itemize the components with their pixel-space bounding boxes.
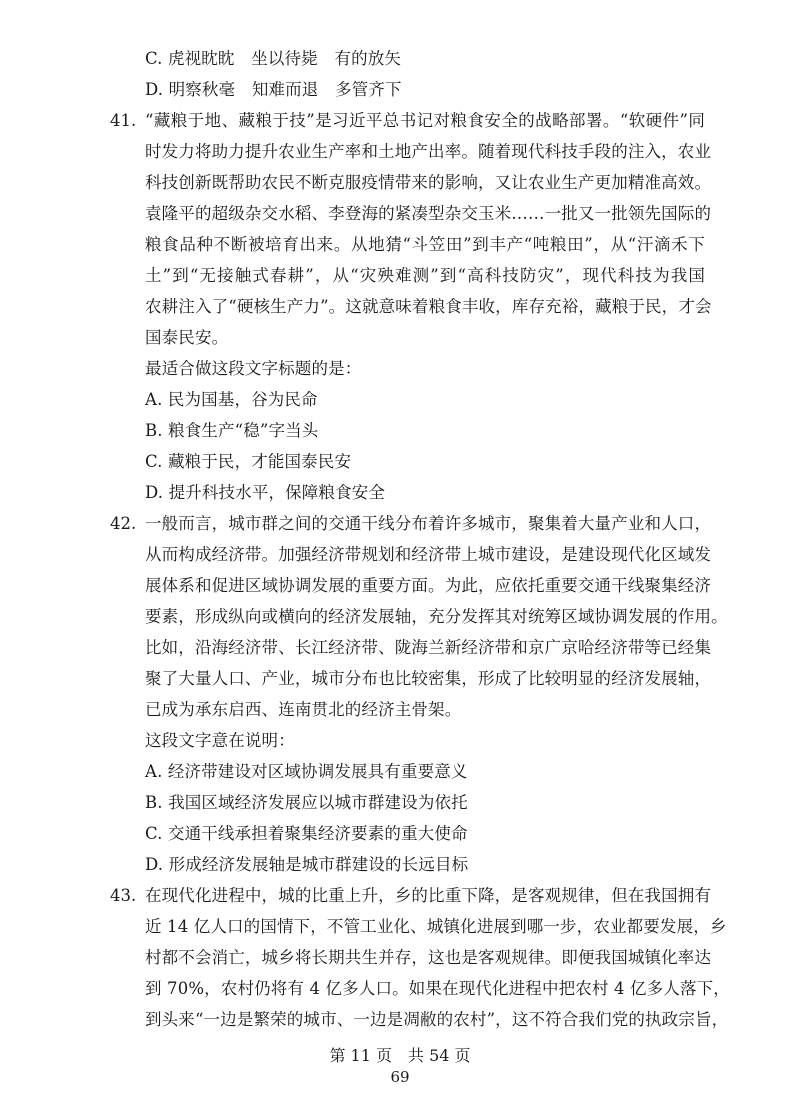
passage-line: 要素，形成纵向或横向的经济发展轴，充分发挥其对统筹区域协调发展的作用。: [145, 607, 728, 626]
option-b: B. 粮食生产“稳”字当头: [145, 421, 319, 440]
passage-line: 袁隆平的超级杂交水稻、李登海的紧凑型杂交玉米……一批又一批领先国际的: [145, 204, 712, 223]
page-number: 69: [390, 1068, 410, 1086]
passage-line: 展体系和促进区域协调发展的重要方面。为此，应依托重要交通干线聚集经济: [145, 576, 712, 595]
question-number: 41.: [110, 111, 137, 130]
option-c: C. 藏粮于民，才能国泰民安: [145, 452, 352, 471]
passage-line: 土”到“无接触式春耕”，从“灾殃难测”到“高科技防灾”，现代科技为我国: [145, 266, 705, 285]
option-d: D. 形成经济发展轴是城市群建设的长远目标: [145, 855, 469, 874]
passage-line: 村都不会消亡，城乡将长期共生并存，这也是客观规律。即便我国城镇化率达: [145, 948, 712, 967]
option-a: A. 经济带建设对区域协调发展具有重要意义: [145, 762, 468, 781]
option-a: A. 民为国基，谷为民命: [145, 390, 318, 409]
passage-line: 已成为承东启西、连南贯北的经济主骨架。: [145, 700, 462, 719]
passage-line: 从而构成经济带。加强经济带规划和经济带上城市建设，是建设现代化区域发: [145, 545, 712, 564]
option-c: C. 虎视眈眈 坐以待毙 有的放矢: [145, 49, 402, 68]
question-prompt: 这段文字意在说明：: [145, 731, 295, 750]
passage-line: 时发力将助力提升农业生产率和土地产出率。随着现代科技手段的注入，农业: [145, 142, 712, 161]
page-indicator: 第 11 页 共 54 页: [329, 1046, 471, 1065]
question-prompt: 最适合做这段文字标题的是：: [145, 359, 362, 378]
option-d: D. 提升科技水平，保障粮食安全: [145, 483, 386, 502]
option-d: D. 明察秋毫 知难而退 多管齐下: [145, 80, 402, 99]
passage-line: 粮食品种不断被培育出来。从地猜“斗笠田”到丰产“吨粮田”，从“汗滴禾下: [145, 235, 705, 254]
passage-line: 比如，沿海经济带、长江经济带、陇海兰新经济带和京广京哈经济带等已经集: [145, 638, 712, 657]
passage-line: 国泰民安。: [145, 328, 229, 347]
passage-line: 一般而言，城市群之间的交通干线分布着许多城市，聚集着大量产业和人口，: [145, 514, 712, 533]
passage-line: 在现代化进程中，城的比重上升，乡的比重下降，是客观规律，但在我国拥有: [145, 886, 712, 905]
question-number: 42.: [110, 514, 137, 533]
question-number: 43.: [110, 886, 137, 905]
option-b: B. 我国区域经济发展应以城市群建设为依托: [145, 793, 468, 812]
option-c: C. 交通干线承担着聚集经济要素的重大使命: [145, 824, 468, 843]
passage-line: 近 14 亿人口的国情下，不管工业化、城镇化进展到哪一步，农业都要发展，乡: [145, 917, 727, 936]
passage-line: 聚了大量人口、产业，城市分布也比较密集，形成了比较明显的经济发展轴，: [145, 669, 712, 688]
passage-line: “藏粮于地、藏粮于技”是习近平总书记对粮食安全的战略部署。“软硬件”同: [145, 111, 705, 130]
passage-line: 到头来“一边是繁荣的城市、一边是凋敝的农村”，这不符合我们党的执政宗旨，: [145, 1010, 729, 1029]
passage-line: 到 70%，农村仍将有 4 亿多人口。如果在现代化进程中把农村 4 亿多人落下，: [145, 979, 730, 998]
passage-line: 科技创新既帮助农民不断克服疫情带来的影响，又让农业生产更加精准高效。: [145, 173, 712, 192]
passage-line: 农耕注入了“硬核生产力”。这就意味着粮食丰收，库存充裕，藏粮于民，才会: [145, 297, 712, 316]
